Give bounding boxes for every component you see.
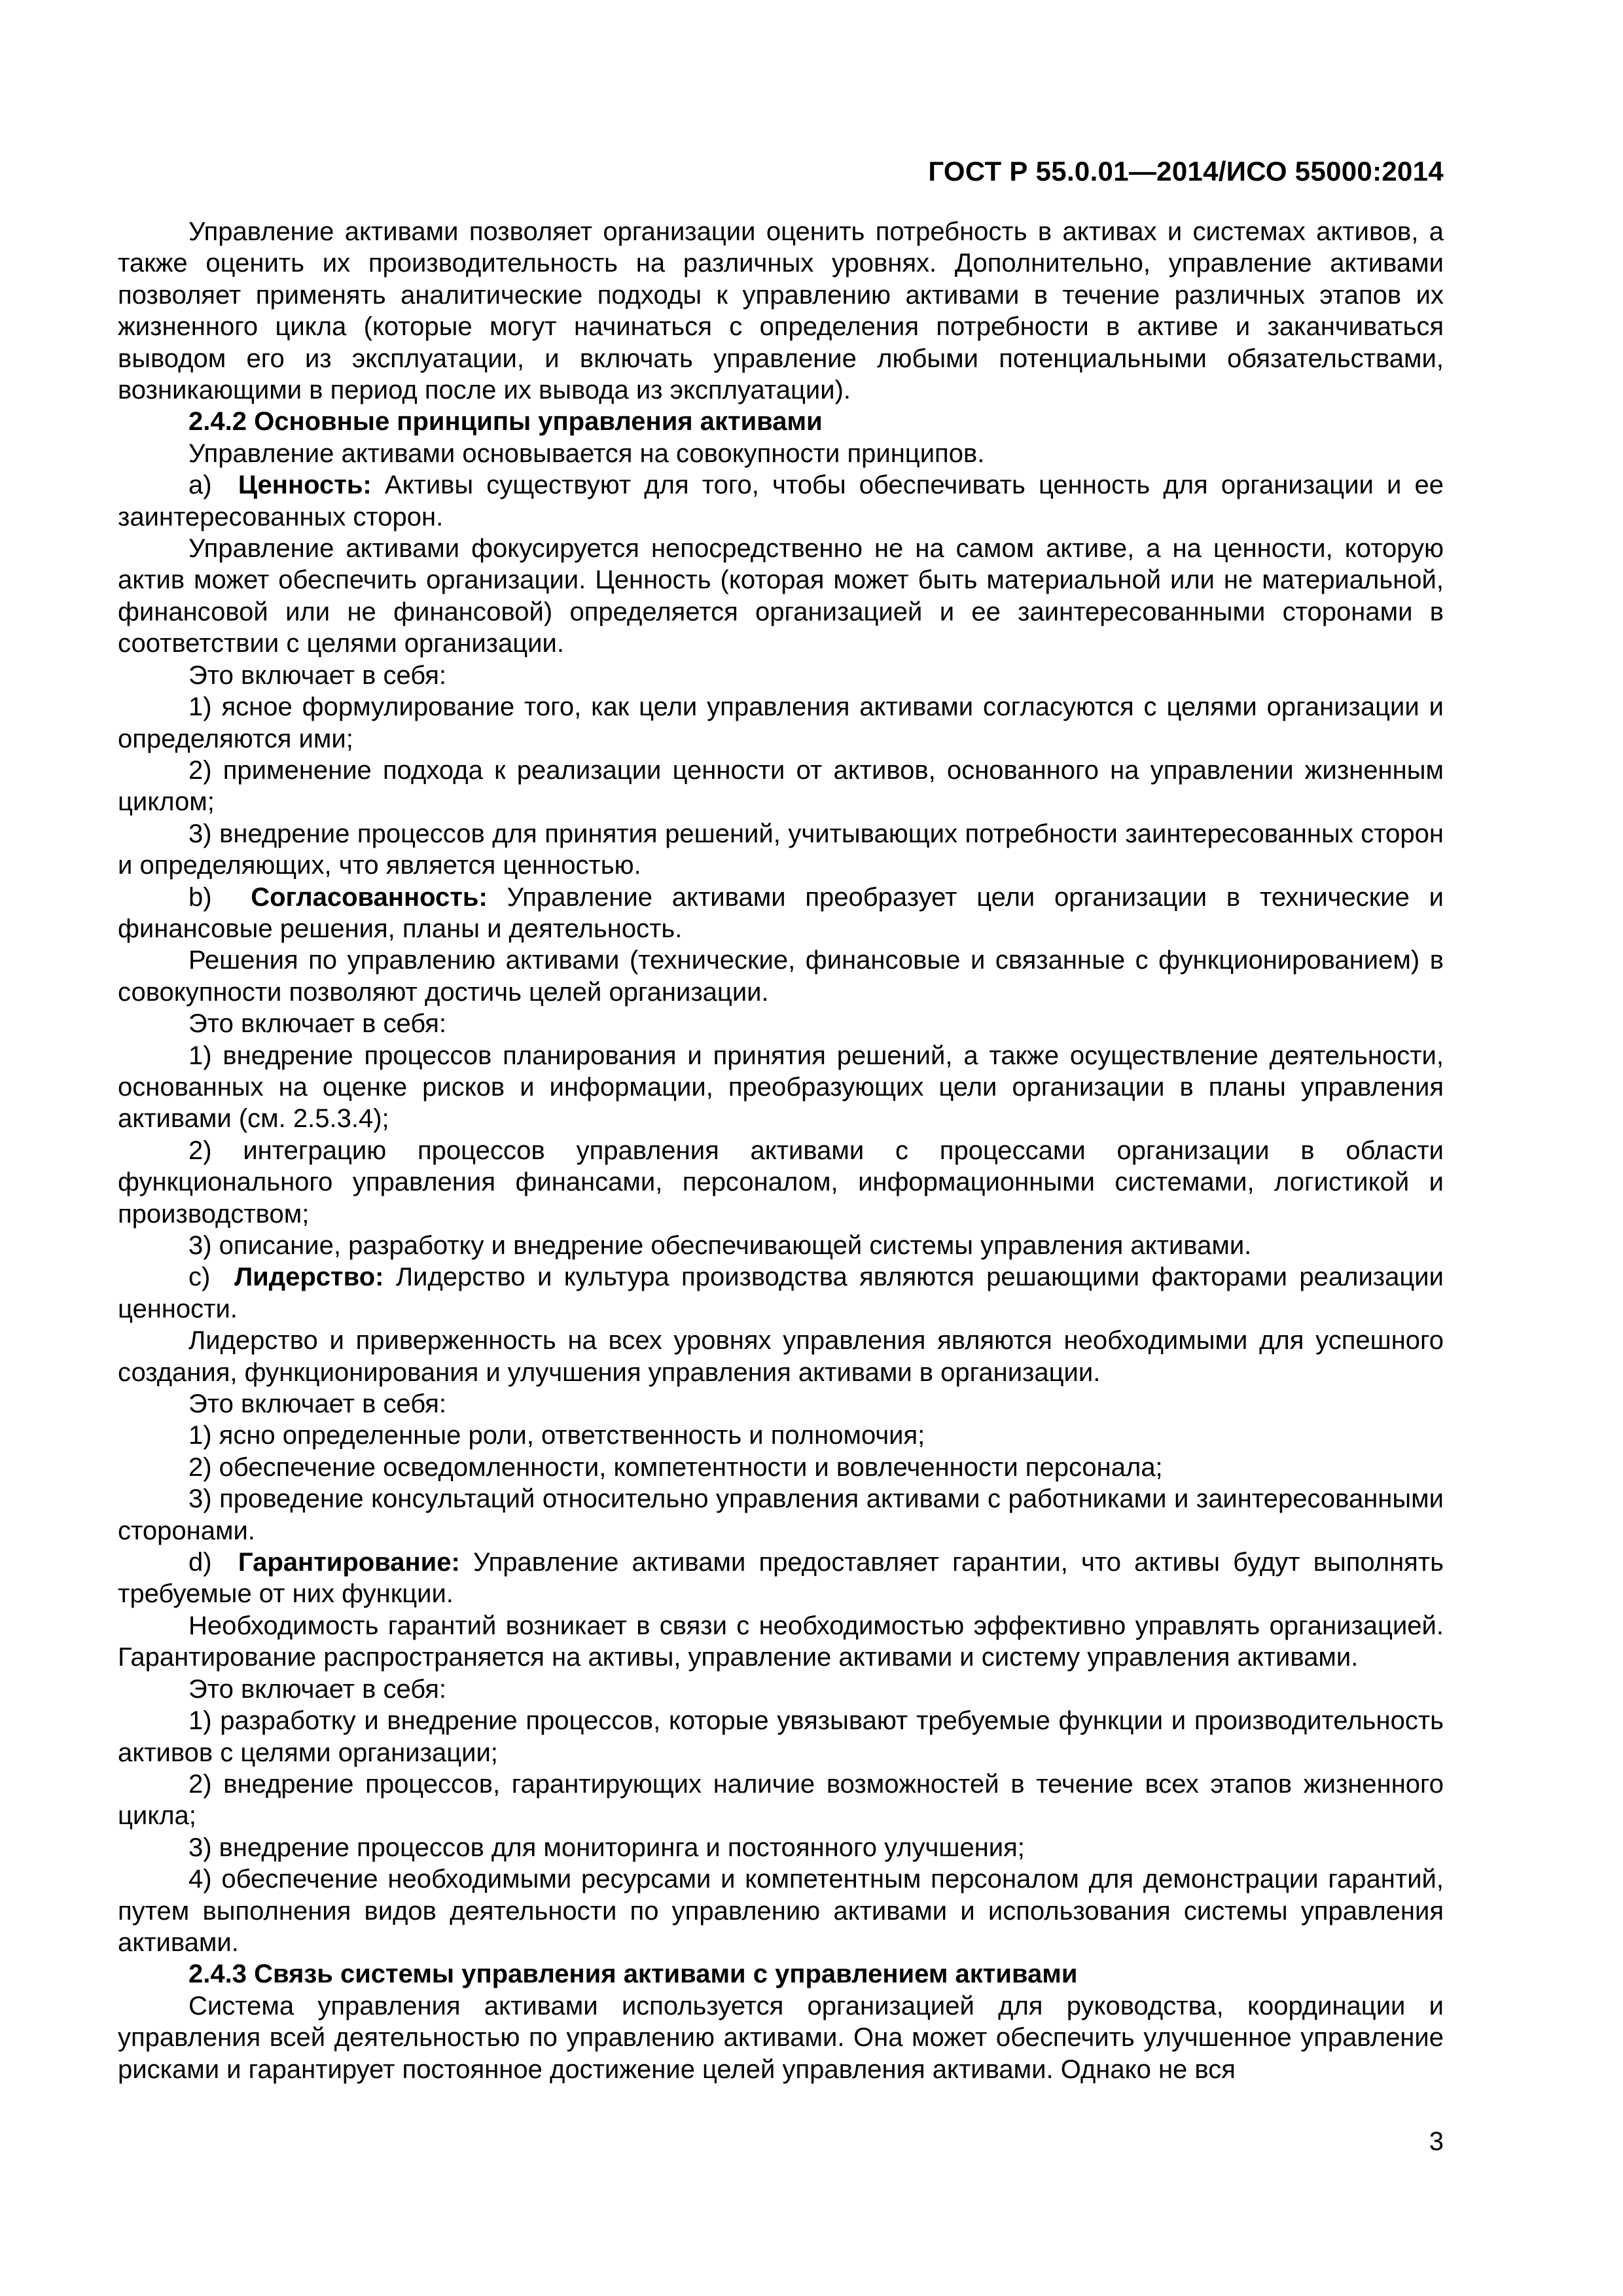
principle-text: Активы существуют для того, чтобы обеспечивать ценность для организации и ее заинтересованных сторон. <box>118 471 1444 531</box>
list-item: 3) внедрение процессов для принятия решений, учитывающих потребности заинтересованных сторон и определяющих, что является ценностью. <box>118 819 1444 880</box>
paragraph: Это включает в себя: <box>188 1009 447 1039</box>
section-heading-2-4-3: 2.4.3 Связь системы управления активами с управлением активами <box>188 1960 1078 1989</box>
list-item: 3) внедрение процессов для мониторинга и постоянного улучшения; <box>188 1833 1025 1862</box>
principle-label: Гарантирование: <box>238 1548 460 1577</box>
list-marker: b) <box>188 882 212 912</box>
list-item: 1) внедрение процессов планирования и принятия решений, а также осуществление деятельности, основанных на оценке рисков и информации, преобразующих цели организации в планы управления активами (см. 2.5.3.4); <box>118 1041 1444 1134</box>
list-item: 1) ясно определенные роли, ответственность и полномочия; <box>188 1421 925 1450</box>
list-item: 2) интеграцию процессов управления активами с процессами организации в области функционального управления финансами, персоналом, информационными системами, логистикой и производством; <box>118 1136 1444 1229</box>
document-code-header: ГОСТ Р 55.0.01—2014/ИСО 55000:2014 <box>928 156 1444 187</box>
paragraph: Управление активами позволяет организации оценить потребность в активах и системах активов, а также оценить их производительность на различных уровнях. Дополнительно, управление активами позволяет применять аналитические подходы к управлению активами в течение различных этапов их жизненного цикла (которые могут начинаться с определения потребности в активе и заканчиваться выводом его из эксплуатации, и включать управление любыми потенциальными обязательствами, возникающими в период после их вывода из эксплуатации). <box>118 217 1444 405</box>
document-body <box>118 216 1444 2085</box>
list-item: 2) обеспечение осведомленности, компетентности и вовлеченности персонала; <box>188 1452 1163 1482</box>
paragraph: Это включает в себя: <box>188 1390 447 1419</box>
principle-text: Управление активами предоставляет гарантии, что активы будут выполнять требуемые от них функции. <box>118 1548 1444 1609</box>
principle-b <box>118 882 1444 945</box>
paragraph: Система управления активами используется организацией для руководства, координации и управления всей деятельностью по управлению активами. Она может обеспечить улучшенное управление рисками и гарантирует постоянное достижение целей управления активами. Однако не вся <box>118 1991 1444 2084</box>
section-heading-2-4-2: 2.4.2 Основные принципы управления активами <box>188 407 823 437</box>
list-item: 2) внедрение процессов, гарантирующих наличие возможностей в течение всех этапов жизненного цикла; <box>118 1769 1444 1831</box>
list-item: 1) разработку и внедрение процессов, которые увязывают требуемые функции и производительность активов с целями организации; <box>118 1706 1444 1767</box>
paragraph: Лидерство и приверженность на всех уровнях управления являются необходимыми для успешного создания, функционирования и улучшения управления активами в организации. <box>118 1326 1444 1387</box>
principle-c <box>118 1261 1444 1325</box>
paragraph: Необходимость гарантий возникает в связи с необходимостью эффективно управлять организацией. Гарантирование распространяется на активы, управление активами и систему управления активами. <box>118 1611 1444 1672</box>
list-item: 1) ясное формулирование того, как цели управления активами согласуются с целями организации и определяются ими; <box>118 692 1444 753</box>
principle-d <box>118 1547 1444 1610</box>
principle-text: Управление активами преобразует цели организации в технические и финансовые решения, планы и деятельность. <box>118 882 1444 943</box>
paragraph: Это включает в себя: <box>188 660 447 690</box>
paragraph: Это включает в себя: <box>188 1674 447 1704</box>
principle-label: Ценность: <box>238 471 372 500</box>
list-item: 3) описание, разработку и внедрение обеспечивающей системы управления активами. <box>188 1231 1252 1260</box>
list-marker: d) <box>188 1548 212 1577</box>
list-marker: а) <box>188 471 212 500</box>
list-marker: c) <box>188 1263 211 1292</box>
list-item: 4) обеспечение необходимыми ресурсами и компетентным персоналом для демонстрации гарантий, путем выполнения видов деятельности по управлению активами и использования системы управления активами. <box>118 1865 1444 1957</box>
principle-a <box>118 469 1444 533</box>
paragraph: Решения по управлению активами (технические, финансовые и связанные с функционированием) в совокупности позволяют достичь целей организации. <box>118 946 1444 1007</box>
list-item: 3) проведение консультаций относительно управления активами с работниками и заинтересованными сторонами. <box>118 1484 1444 1545</box>
principle-label: Согласованность: <box>251 882 488 912</box>
paragraph: Управление активами основывается на совокупности принципов. <box>188 439 985 468</box>
principle-text: Лидерство и культура производства являются решающими факторами реализации ценности. <box>118 1263 1444 1323</box>
paragraph: Управление активами фокусируется непосредственно не на самом активе, а на ценности, которую актив может обеспечить организации. Ценность (которая может быть материальной или не материальной, финансовой или не финансовой) определяется организацией и ее заинтересованными сторонами в соответствии с целями организации. <box>118 534 1444 658</box>
page-number: 3 <box>1429 2127 1444 2156</box>
list-item: 2) применение подхода к реализации ценности от активов, основанного на управлении жизненным циклом; <box>118 755 1444 817</box>
principle-label: Лидерство: <box>234 1263 384 1292</box>
